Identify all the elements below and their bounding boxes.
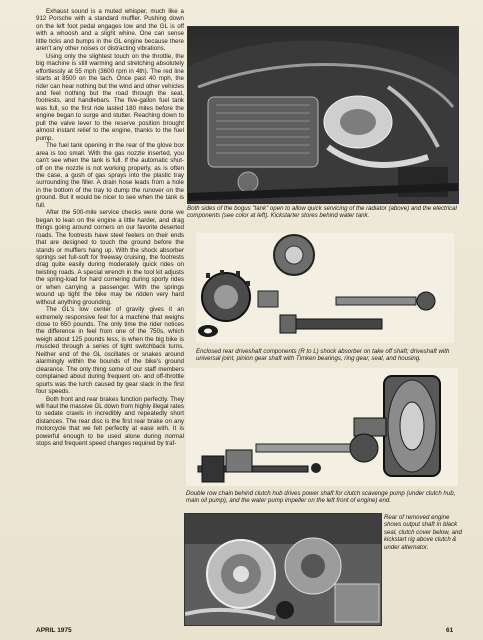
article-paragraph: The GL's low center of gravity gives it an extremely responsive feel for a machine that weighs close to 650 pounds. The only time the rider notices the difference in feel from one of the 750s, which weigh about 125 pounds less, is when the big bike is muscled through a series of tight switchback turns. Neither end of the GL oscillates or snakes around alarmingly within the bounds of the bike's ground clearance. The only thing some of our staff members complained about during frequent on- and off-throttle spurts was the lurch caused by gear slack in the first four speeds. — [36, 306, 184, 396]
photo-caption: Both sides of the bogus "tank" open to allow quick servicing of the radiator (above) and the electrical components (see color at left). Kickstarter stores behind water tank. — [187, 205, 457, 220]
radiator-photo-illustration — [188, 27, 458, 203]
article-text-column — [36, 8, 184, 613]
clutch-hub-photo — [186, 368, 458, 486]
photo-caption: Double row chain behind clutch hub drives power shaft for clutch scavenge pump (under clutch hub, main oil pump), and the water pump impeller on the left front of engine) end. — [186, 490, 456, 505]
article-paragraph: After the 500-mile service checks were done we began to lean on the engine a little harder, and drag things going around corners on our favorite deserted roads. The footrests have steel feelers on their ends that are designed to touch the ground before the stands or mufflers hang up. With the shock absorber springs set full-soft for freeway cruising, the footrests drag quite easily during moderately quick rides on twisting roads. A special wrench in the tool kit adjusts the spring-load for hard cornering during sporty rides or when carrying a passenger. With the springs wound up tight the bike may be ridden very hard without anything grounding. — [36, 209, 184, 306]
page-number: 61 — [446, 627, 454, 634]
driveshaft-photo-illustration — [196, 233, 454, 343]
engine-rear-photo — [184, 513, 382, 626]
article-paragraph: The fuel tank opening in the rear of the glove box area is too small. With the gas nozzle inserted, you can't see when the tank is full. If the automatic shut-off on the nozzle is not working properly, as is often the case, a gush of gas sprays into the plastic tray surrounding the filler. A drain hose leads from a hole in the bottom of the tray to dump the runover on the ground. But it would be nicer to see when the tank is full. — [36, 142, 184, 209]
article-paragraph: Exhaust sound is a muted whisper, much like a 912 Porsche with a standard muffler. Pushing down on the left foot pedal engages low and the GL is off with a whoosh and a slight whine. One can sense little ticks and bumps in the GL engine because there aren't any other noises or distracting vibrations. — [36, 8, 184, 53]
clutch-hub-photo-illustration — [186, 368, 458, 486]
article-paragraph: Using only the slightest touch on the throttle, the big machine is still warming and stretching absolutely effortlessly at 55 mph (3600 rpm in 4th). The red line starts at 8500 on the tach. Once past 40 mph, the rider can hear nothing but the wind and other vehicles and feel nothing but the road through the seat, footrests, and handlebars. The five-gallon fuel tank was full, so the first ride lasted 180 miles before the engine began to surge and stutter. Reaching down to pull the valve lever to the reserve position brought almost instant relief to the engine, thanks to the fuel pump. — [36, 52, 184, 142]
driveshaft-photo — [196, 233, 454, 343]
photo-caption: Rear of removed engine shows output shaft in black seal, clutch cover below, and kickstart rig above clutch & under alternator. — [384, 514, 462, 551]
engine-rear-photo-illustration — [185, 514, 381, 625]
article-paragraph: Both front and rear brakes function perfectly. They will haul the massive GL down from highly illegal rates to sedate crawls in incredibly and repeatedly short distances. The rear disc is the first rear brake on any motorcycle that we felt perfectly at ease with. It is powerful enough to be used alone during normal stops and frequent speed changes required by traf- — [36, 395, 184, 448]
radiator-photo — [187, 26, 459, 204]
issue-date: APRIL 1975 — [36, 627, 72, 634]
photo-caption: Enclosed rear driveshaft components (R to L) shock absorber on take off shaft; driveshaft with universal joint, pinion gear shaft with Timken bearings, ring gear, seal, and housing. — [196, 348, 450, 363]
